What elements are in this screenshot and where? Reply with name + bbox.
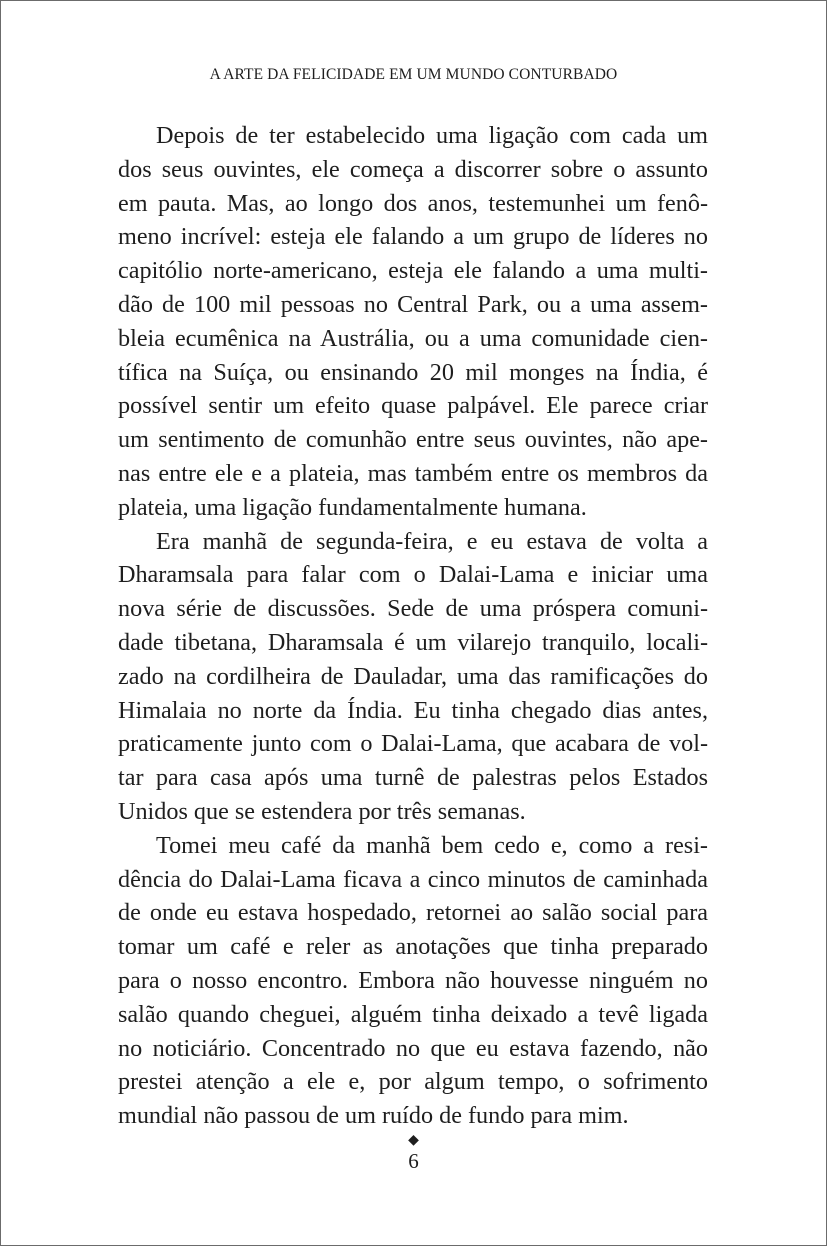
text-line: Unidos que se estendera por três semanas.	[118, 797, 526, 825]
running-header: A ARTE DA FELICIDADE EM UM MUNDO CONTURBADO	[209, 66, 618, 83]
text-line: possível sentir um efeito quase palpável. Ele parece criar	[118, 392, 708, 420]
text-line: bleia ecumênica na Austrália, ou a uma comunidade cien-	[118, 324, 708, 352]
text-line: zado na cordilheira de Dauladar, uma das ramificações do	[118, 662, 708, 690]
body-text	[118, 119, 708, 1133]
text-line: tífica na Suíça, ou ensinando 20 mil monges na Índia, é	[118, 358, 708, 386]
text-line: nova série de discussões. Sede de uma próspera comuni-	[118, 595, 708, 623]
paragraph-1	[118, 119, 708, 525]
text-line: mundial não passou de um ruído de fundo para mim.	[118, 1102, 629, 1130]
text-line: Tomei meu café da manhã bem cedo e, como a resi-	[156, 831, 708, 859]
text-line: em pauta. Mas, ao longo dos anos, testemunhei um fenô-	[118, 189, 708, 217]
text-line: plateia, uma ligação fundamentalmente humana.	[118, 493, 587, 521]
text-line: Era manhã de segunda-feira, e eu estava de volta a	[156, 527, 708, 555]
text-line: dade tibetana, Dharamsala é um vilarejo tranquilo, locali-	[118, 628, 708, 656]
text-line: dão de 100 mil pessoas no Central Park, ou a uma assem-	[118, 290, 708, 318]
page-number: 6	[408, 1149, 419, 1173]
text-line: dência do Dalai-Lama ficava a cinco minutos de caminhada	[118, 865, 708, 893]
text-line: tar para casa após uma turnê de palestras pelos Estados	[118, 764, 708, 792]
diamond-ornament-icon: ◆	[408, 1133, 419, 1148]
text-line: meno incrível: esteja ele falando a um grupo de líderes no	[118, 223, 708, 251]
text-line: praticamente junto com o Dalai-Lama, que acabara de vol-	[118, 730, 708, 758]
text-line: para o nosso encontro. Embora não houvesse ninguém no	[118, 966, 708, 994]
paragraph-3	[118, 829, 708, 1133]
text-line: salão quando cheguei, alguém tinha deixado a tevê ligada	[118, 1000, 708, 1028]
paragraph-2	[118, 525, 708, 829]
text-line: no noticiário. Concentrado no que eu estava fazendo, não	[118, 1034, 708, 1062]
text-line: prestei atenção a ele e, por algum tempo, o sofrimento	[118, 1068, 708, 1096]
text-line: de onde eu estava hospedado, retornei ao salão social para	[118, 899, 708, 927]
text-line: nas entre ele e a plateia, mas também entre os membros da	[118, 459, 708, 487]
text-line: um sentimento de comunhão entre seus ouvintes, não ape-	[118, 426, 708, 454]
text-line: capitólio norte-americano, esteja ele falando a uma multi-	[118, 257, 708, 285]
text-line: Depois de ter estabelecido uma ligação com cada um	[156, 122, 708, 149]
text-line: tomar um café e reler as anotações que tinha preparado	[118, 933, 708, 961]
text-line: Dharamsala para falar com o Dalai-Lama e iniciar uma	[118, 561, 708, 589]
page-footer	[0, 1133, 827, 1173]
text-line: Himalaia no norte da Índia. Eu tinha chegado dias antes,	[118, 696, 708, 724]
text-line: dos seus ouvintes, ele começa a discorrer sobre o assunto	[118, 155, 708, 183]
